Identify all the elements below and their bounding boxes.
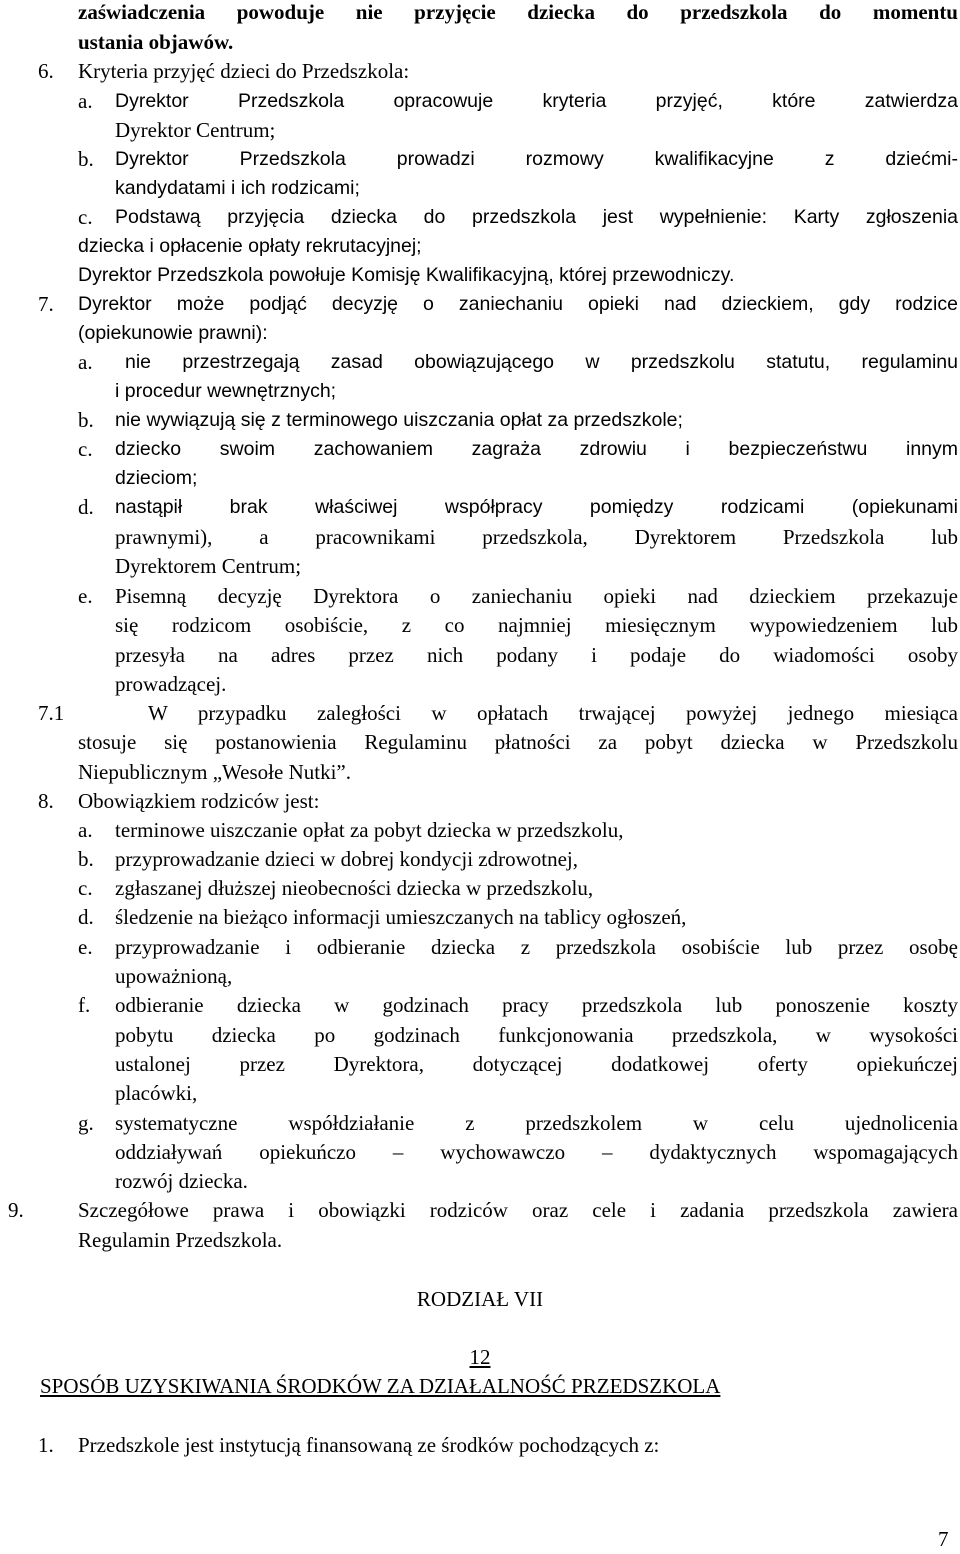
list-letter: a.: [78, 89, 93, 113]
list-number: 6.: [38, 59, 54, 83]
text-line: Przedszkole jest instytucją finansowaną ze środków pochodzących z:: [78, 1433, 660, 1457]
text-line: dzieciom;: [115, 467, 198, 489]
text-line: Dyrektor może podjąć decyzję o zaniechaniu opieki nad dzieckiem, gdy rodzice: [78, 293, 958, 315]
text-line: Dyrektor Przedszkola powołuje Komisję Kwalifikacyjną, której przewodniczy.: [78, 264, 735, 286]
text-line: prowadzącej.: [115, 672, 227, 696]
text-line: systematyczne współdziałanie z przedszkolem w celu ujednolicenia: [115, 1111, 958, 1135]
list-letter: d.: [78, 905, 94, 929]
text-line: nastąpił brak właściwej współpracy pomiędzy rodzicami (opiekunami: [115, 496, 958, 518]
text-line: stosuje się postanowienia Regulaminu płatności za pobyt dziecka w Przedszkolu: [78, 730, 958, 754]
text-line: (opiekunowie prawni):: [78, 322, 268, 344]
text-line: nie przestrzegają zasad obowiązującego w przedszkolu statutu, regulaminu: [125, 351, 958, 373]
list-number: 7.1: [38, 701, 65, 725]
text-line: śledzenie na bieżąco informacji umieszczanych na tablicy ogłoszeń,: [115, 905, 687, 929]
list-letter: e.: [78, 935, 93, 959]
text-line: dziecko swoim zachowaniem zagraża zdrowiu i bezpieczeństwu innym: [115, 438, 958, 460]
list-number: 1.: [38, 1433, 54, 1457]
text-line: W przypadku zaległości w opłatach trwającej powyżej jednego miesiąca: [148, 701, 958, 725]
text-line: Dyrektorem Centrum;: [115, 554, 302, 578]
text-line: Dyrektor Przedszkola opracowuje kryteria przyjęć, które zatwierdza: [115, 90, 958, 112]
chapter-heading: RODZIAŁ VII: [416, 1287, 544, 1311]
text-line: ustania objawów.: [78, 30, 234, 54]
page-number: 7: [938, 1527, 949, 1551]
list-letter: c.: [78, 205, 93, 229]
text-line: nie wywiązują się z terminowego uiszczania opłat za przedszkole;: [115, 409, 683, 431]
text-line: Niepublicznym „Wesołe Nutki”.: [78, 760, 351, 784]
text-line: przyprowadzanie dzieci w dobrej kondycji zdrowotnej,: [115, 847, 578, 871]
list-letter: a.: [78, 350, 93, 374]
list-heading: Kryteria przyjęć dzieci do Przedszkola:: [78, 59, 410, 83]
list-heading: Obowiązkiem rodziców jest:: [78, 789, 320, 813]
list-letter: b.: [78, 408, 94, 432]
list-letter: a.: [78, 818, 93, 842]
list-letter: d.: [78, 495, 94, 519]
list-number: 7.: [38, 292, 54, 316]
text-line: odbieranie dziecka w godzinach pracy przedszkola lub ponoszenie koszty: [115, 993, 958, 1017]
section-title: SPOSÓB UZYSKIWANIA ŚRODKÓW ZA DZIAŁALNOŚĆ PRZEDSZKOLA: [40, 1374, 721, 1398]
text-line: Dyrektor Przedszkola prowadzi rozmowy kwalifikacyjne z dziećmi-: [115, 148, 958, 170]
section-number: 12: [469, 1345, 491, 1369]
text-line: zaświadczenia powoduje nie przyjęcie dziecka do przedszkola do momentu: [78, 0, 958, 24]
text-line: Szczegółowe prawa i obowiązki rodziców oraz cele i zadania przedszkola zawiera: [78, 1198, 958, 1222]
text-line: dziecka i opłacenie opłaty rekrutacyjnej;: [78, 235, 422, 257]
list-letter: b.: [78, 847, 94, 871]
text-line: pobytu dziecka po godzinach funkcjonowania przedszkola, w wysokości: [115, 1023, 958, 1047]
text-line: rozwój dziecka.: [115, 1169, 248, 1193]
text-line: Dyrektor Centrum;: [115, 118, 276, 142]
text-line: oddziaływań opiekuńczo – wychowawczo – dydaktycznych wspomagających: [115, 1140, 958, 1164]
text-line: Regulamin Przedszkola.: [78, 1228, 283, 1252]
text-line: terminowe uiszczanie opłat za pobyt dziecka w przedszkolu,: [115, 818, 624, 842]
list-number: 8.: [38, 789, 54, 813]
text-line: upoważnioną,: [115, 964, 233, 988]
text-line: Pisemną decyzję Dyrektora o zaniechaniu opieki nad dzieckiem przekazuje: [115, 584, 958, 608]
text-line: placówki,: [115, 1081, 198, 1105]
text-line: przyprowadzanie i odbieranie dziecka z przedszkola osobiście lub przez osobę: [115, 935, 958, 959]
list-letter: e.: [78, 584, 93, 608]
text-line: prawnymi), a pracownikami przedszkola, Dyrektorem Przedszkola lub: [115, 525, 958, 549]
list-number: 9.: [8, 1198, 24, 1222]
text-line: ustalonej przez Dyrektora, dotyczącej dodatkowej oferty opiekuńczej: [115, 1052, 958, 1076]
text-line: kandydatami i ich rodzicami;: [115, 177, 360, 199]
text-line: Podstawą przyjęcia dziecka do przedszkola jest wypełnienie: Karty zgłoszenia: [115, 206, 958, 228]
list-letter: g.: [78, 1111, 94, 1135]
text-line: przesyła na adres przez nich podany i podaje do wiadomości osoby: [115, 643, 958, 667]
text-line: i procedur wewnętrznych;: [115, 380, 337, 402]
list-letter: c.: [78, 437, 93, 461]
text-line: zgłaszanej dłuższej nieobecności dziecka w przedszkolu,: [115, 876, 594, 900]
list-letter: b.: [78, 147, 94, 171]
list-letter: f.: [78, 993, 91, 1017]
list-letter: c.: [78, 876, 93, 900]
text-line: się rodzicom osobiście, z co najmniej miesięcznym wypowiedzeniem lub: [115, 613, 958, 637]
